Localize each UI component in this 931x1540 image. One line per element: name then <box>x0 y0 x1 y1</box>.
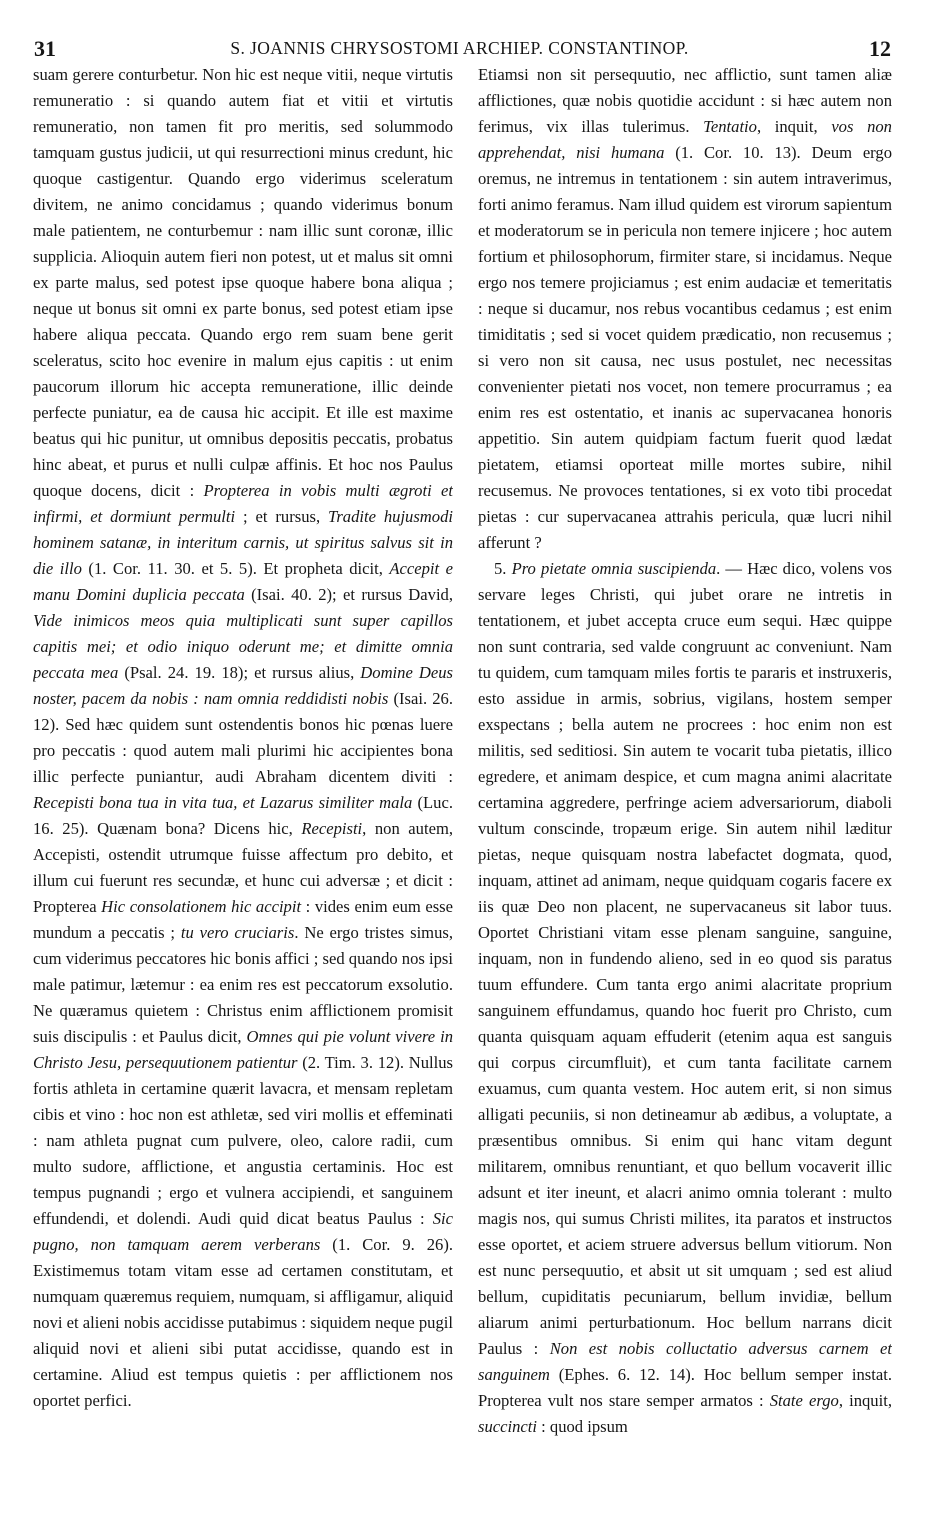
roman-text: . — Hæc dico, volens vos servare leges Christi, qui jubet orare ne intretis in tentationem, et jubet accepta cruce eum sequi. Hæc quippe non sunt contraria, sed valde congruunt ac conveniunt. Nam tu quidem, cum tamquam miles fortis te pararis et instruxeris, esto assidue in armis, sobrius, vigilans, hostem semper exspectans ; bella autem ne procrees : hoc enim non est militis, sed seditiosi. Sin autem te vocarit tuba pietatis, illico egredere, et animam despice, et cum magna animi alacritate certamina aggredere, perfringe aciem adversariorum, diaboli vultum conscinde, tropæum erige. Sin autem nihil læditur pietas, neque quisquam nostra labefactet dogmata, quod, inquam, attinet ad animam, neque quidquam cogaris facere ex iis quæ Deo non placent, ne supervacaneus sit labor tuus. Oportet Christiani vitam esse plenam sanguine, sanguine, inquam, non in fundendo alieno, sed in eo quod sis paratus tuum effundere. Cum tanta ergo animi alacritate proprium sanguinem effundamus, quando hoc fuerit pro Christo, cum quanta quisquam aquam effuderit (etenim aqua est sanguis qui corpus circumfluit), et cum tanta facilitate carnem exuamus, cum quanta vestem. Hoc autem erit, si non simus alligati pecuniis, si non detineamur ab ædibus, a voluptate, a præsentibus omnibus. Si enim qui hanc vitam degunt militarem, omnibus renuntiant, et quo bellum vocaverit illic adsunt et iter ineunt, et alacri animo omnia tolerant : multo magis nos, qui sumus Christi milites, ita paratos et instructos esse oportet, et aciem struere adversus bellum vitiorum. Non est nunc persequutio, et absit ut sit umquam ; sed est aliud bellum, cupiditatis pecuniarum, bellum invidiæ, bellum aliarum animi perturbationum. Hoc bellum narrans dicit Paulus : <box>478 559 892 1358</box>
roman-text: Etiamsi non sit persequutio, nec afflictio, sunt tamen aliæ afflictiones, quæ nobis quotidie accidunt : si hæc autem non ferimus, vix illas tulerimus. <box>478 65 892 136</box>
italic-text: Sic pugno, non tamquam aerem verberans <box>33 1209 453 1254</box>
roman-text: , inquit, <box>838 1391 892 1410</box>
left-column <box>33 62 453 1472</box>
italic-text: succincti <box>478 1417 537 1436</box>
italic-text: Omnes qui pie volunt vivere in Christo Jesu, persequutionem patientur <box>33 1027 453 1072</box>
italic-text: Pro pietate omnia suscipienda <box>511 559 717 578</box>
italic-text: Hic consolationem hic accipit <box>101 897 302 916</box>
roman-text: (1. Cor. 11. 30. et 5. 5). Et propheta dicit, <box>81 559 390 578</box>
italic-text: tu vero cruciaris <box>180 923 295 942</box>
italic-text: Tradite hujusmodi hominem satanæ, in interitum carnis, ut spiritus salvus sit in die illo <box>33 507 453 578</box>
italic-text: Propterea in vobis multi ægroti et infirmi, et dormiunt permulti <box>33 481 453 526</box>
roman-text: , inquit, <box>756 117 832 136</box>
paragraph <box>33 62 453 1414</box>
italic-text: Non est nobis colluctatio adversus carnem et sanguinem <box>478 1339 892 1384</box>
roman-text: (1. Cor. 9. 26). Existimemus totam vitam esse ad certamen constitutam, et numquam quæremus requiem, numquam, si affligamur, aliquid novi et alieni nobis accidisse putabimus : siquidem neque pugil aliquid novi et alieni sibi putat accidisse, quando est in certamine. Aliud est tempus quietis : per afflictionem nos oportet perfici. <box>33 1235 453 1410</box>
paragraph-section-5 <box>478 556 892 1440</box>
roman-text: . Ne ergo tristes simus, cum viderimus peccatores hic bonis affici ; sed quando nos ipsi male patimur, lætemur : ea enim res est peccatorum exsolutio. Ne quæramus quietem : Christus enim afflictionem promisit suis discipulis : et Paulus dicit, <box>33 923 453 1046</box>
roman-text: (Psal. 24. 19. 18); et rursus alius, <box>118 663 361 682</box>
page-number-left: 31 <box>34 36 56 61</box>
italic-text: Recepisti bona tua in vita tua, et Lazarus similiter mala <box>33 793 413 812</box>
italic-text: Accepit e manu Domini duplicia peccata <box>33 559 453 604</box>
italic-text: State ergo <box>769 1391 839 1410</box>
roman-text: (Luc. 16. 25). Quænam bona? Dicens hic, <box>33 793 453 838</box>
running-title: S. JOANNIS CHRYSOSTOMI ARCHIEP. CONSTANTINOP. <box>230 38 689 58</box>
italic-text: vos non apprehendat, nisi humana <box>478 117 892 162</box>
roman-text: (2. Tim. 3. 12). Nullus fortis athleta in certamine quærit lavacra, et mensam repletam cibis et vino : hoc non est athletæ, sed viri mollis et effeminati : nam athleta pugnat cum pulvere, oleo, calore radii, cum multo sudore, afflictione, et angustia certaminis. Hoc est tempus pugnandi ; ergo et vulnera accipiendi, et sanguinem effundendi, et dolendi. Audi quid dicat beatus Paulus : <box>33 1053 453 1228</box>
italic-text: Recepisti <box>301 819 363 838</box>
roman-text: suam gerere conturbetur. Non hic est neque vitii, neque virtutis remuneratio : si quando autem fiat et vitii et virtutis remuneratio, non tamen fit pro meritis, sed solummodo tamquam gustus judicii, ut qui resurrectioni minus credunt, hic quoque castigentur. Quando ergo viderimus sceleratum divitem, ne animo concidamus ; quando viderimus bonum male patientem, ne conturbemur : nam illic sunt coronæ, illic supplicia. Alioquin autem fieri non potest, ut et malus sit omni ex parte malus, sed potest ipse quoque habere bona aliqua ; neque ut bonus sit omni ex parte bonus, sed potest etiam ipse habere aliqua peccata. Quando ergo rem suam bene gerit sceleratus, scito hoc evenire in malum ejus capitis : ut enim paucorum illorum hic accepta remuneratione, illic deinde perfecte puniatur, ea de causa hic accipit. Et ille est maxime beatus qui hic punitur, ut omnibus depositis peccatis, probatus hinc abeat, et purus et nulli culpæ affinis. Et hoc nos Paulus quoque docens, dicit : <box>33 65 453 500</box>
roman-text: (Isai. 26. 12). Sed hæc quidem sunt ostendentis bonos hic pœnas luere pro peccatis : quod autem mali plurimi hic accipientes bona illic perfecte puniantur, audi Abraham dicentem diviti : <box>33 689 453 786</box>
roman-text: (Ephes. 6. 12. 14). Hoc bellum semper instat. Propterea vult nos stare semper armatos : <box>478 1365 892 1410</box>
roman-text: (Isai. 40. 2); et rursus David, <box>244 585 453 604</box>
italic-text: Vide inimicos meos quia multiplicati sunt super capillos capitis mei; et odio iniquo oderunt me; et dimitte omnia peccata mea <box>33 611 453 682</box>
page-number-right: 12 <box>869 36 891 61</box>
roman-text: (1. Cor. 10. 13). Deum ergo oremus, ne intremus in tentationem : sin autem intraverimus, forti animo feramus. Nam illud quidem est virorum sapientum et moderatorum se in pericula non temere injicere ; hoc autem fortium et philosophorum, firmiter stare, si incidamus. Neque ergo nos temere projiciamus ; est enim audaciæ et temeritatis : neque si ducamur, nos rebus vocantibus cedamus ; est enim timiditatis ; sed si vocet quidem prædicatio, non recusemus ; si vero non sit causa, nec usus postulet, nec necessitas convenienter pietati nos vocet, non temere procurramus ; ea enim res est ostentatio, et inanis ac supervacanea honoris appetitio. Sin autem quidpiam factum fuerit quod lædat pietatem, etiamsi oporteat mille mortes subire, nihil recusemus. Ne provoces tentationes, si ex voto tibi procedat pietas : cur supervacanea attrahis pericula, quæ lucri nihil afferunt ? <box>478 143 892 552</box>
right-column <box>478 62 892 1472</box>
roman-text: ; et rursus, <box>235 507 328 526</box>
italic-text: Domine Deus noster, pacem da nobis : nam omnia reddidisti nobis <box>33 663 453 708</box>
roman-text: : vides enim eum esse mundum a peccatis ; <box>33 897 453 942</box>
italic-text: Tentatio <box>703 117 757 136</box>
roman-text: 5. <box>494 559 512 578</box>
paragraph <box>478 62 892 556</box>
page-header <box>28 36 891 62</box>
roman-text: , non autem, Accepisti, ostendit utrumque fuisse affectum pro debito, et illum cui fuerunt res secundæ, et hunc cui adversæ ; et dicit : Propterea <box>33 819 453 916</box>
roman-text: : quod ipsum <box>536 1417 628 1436</box>
